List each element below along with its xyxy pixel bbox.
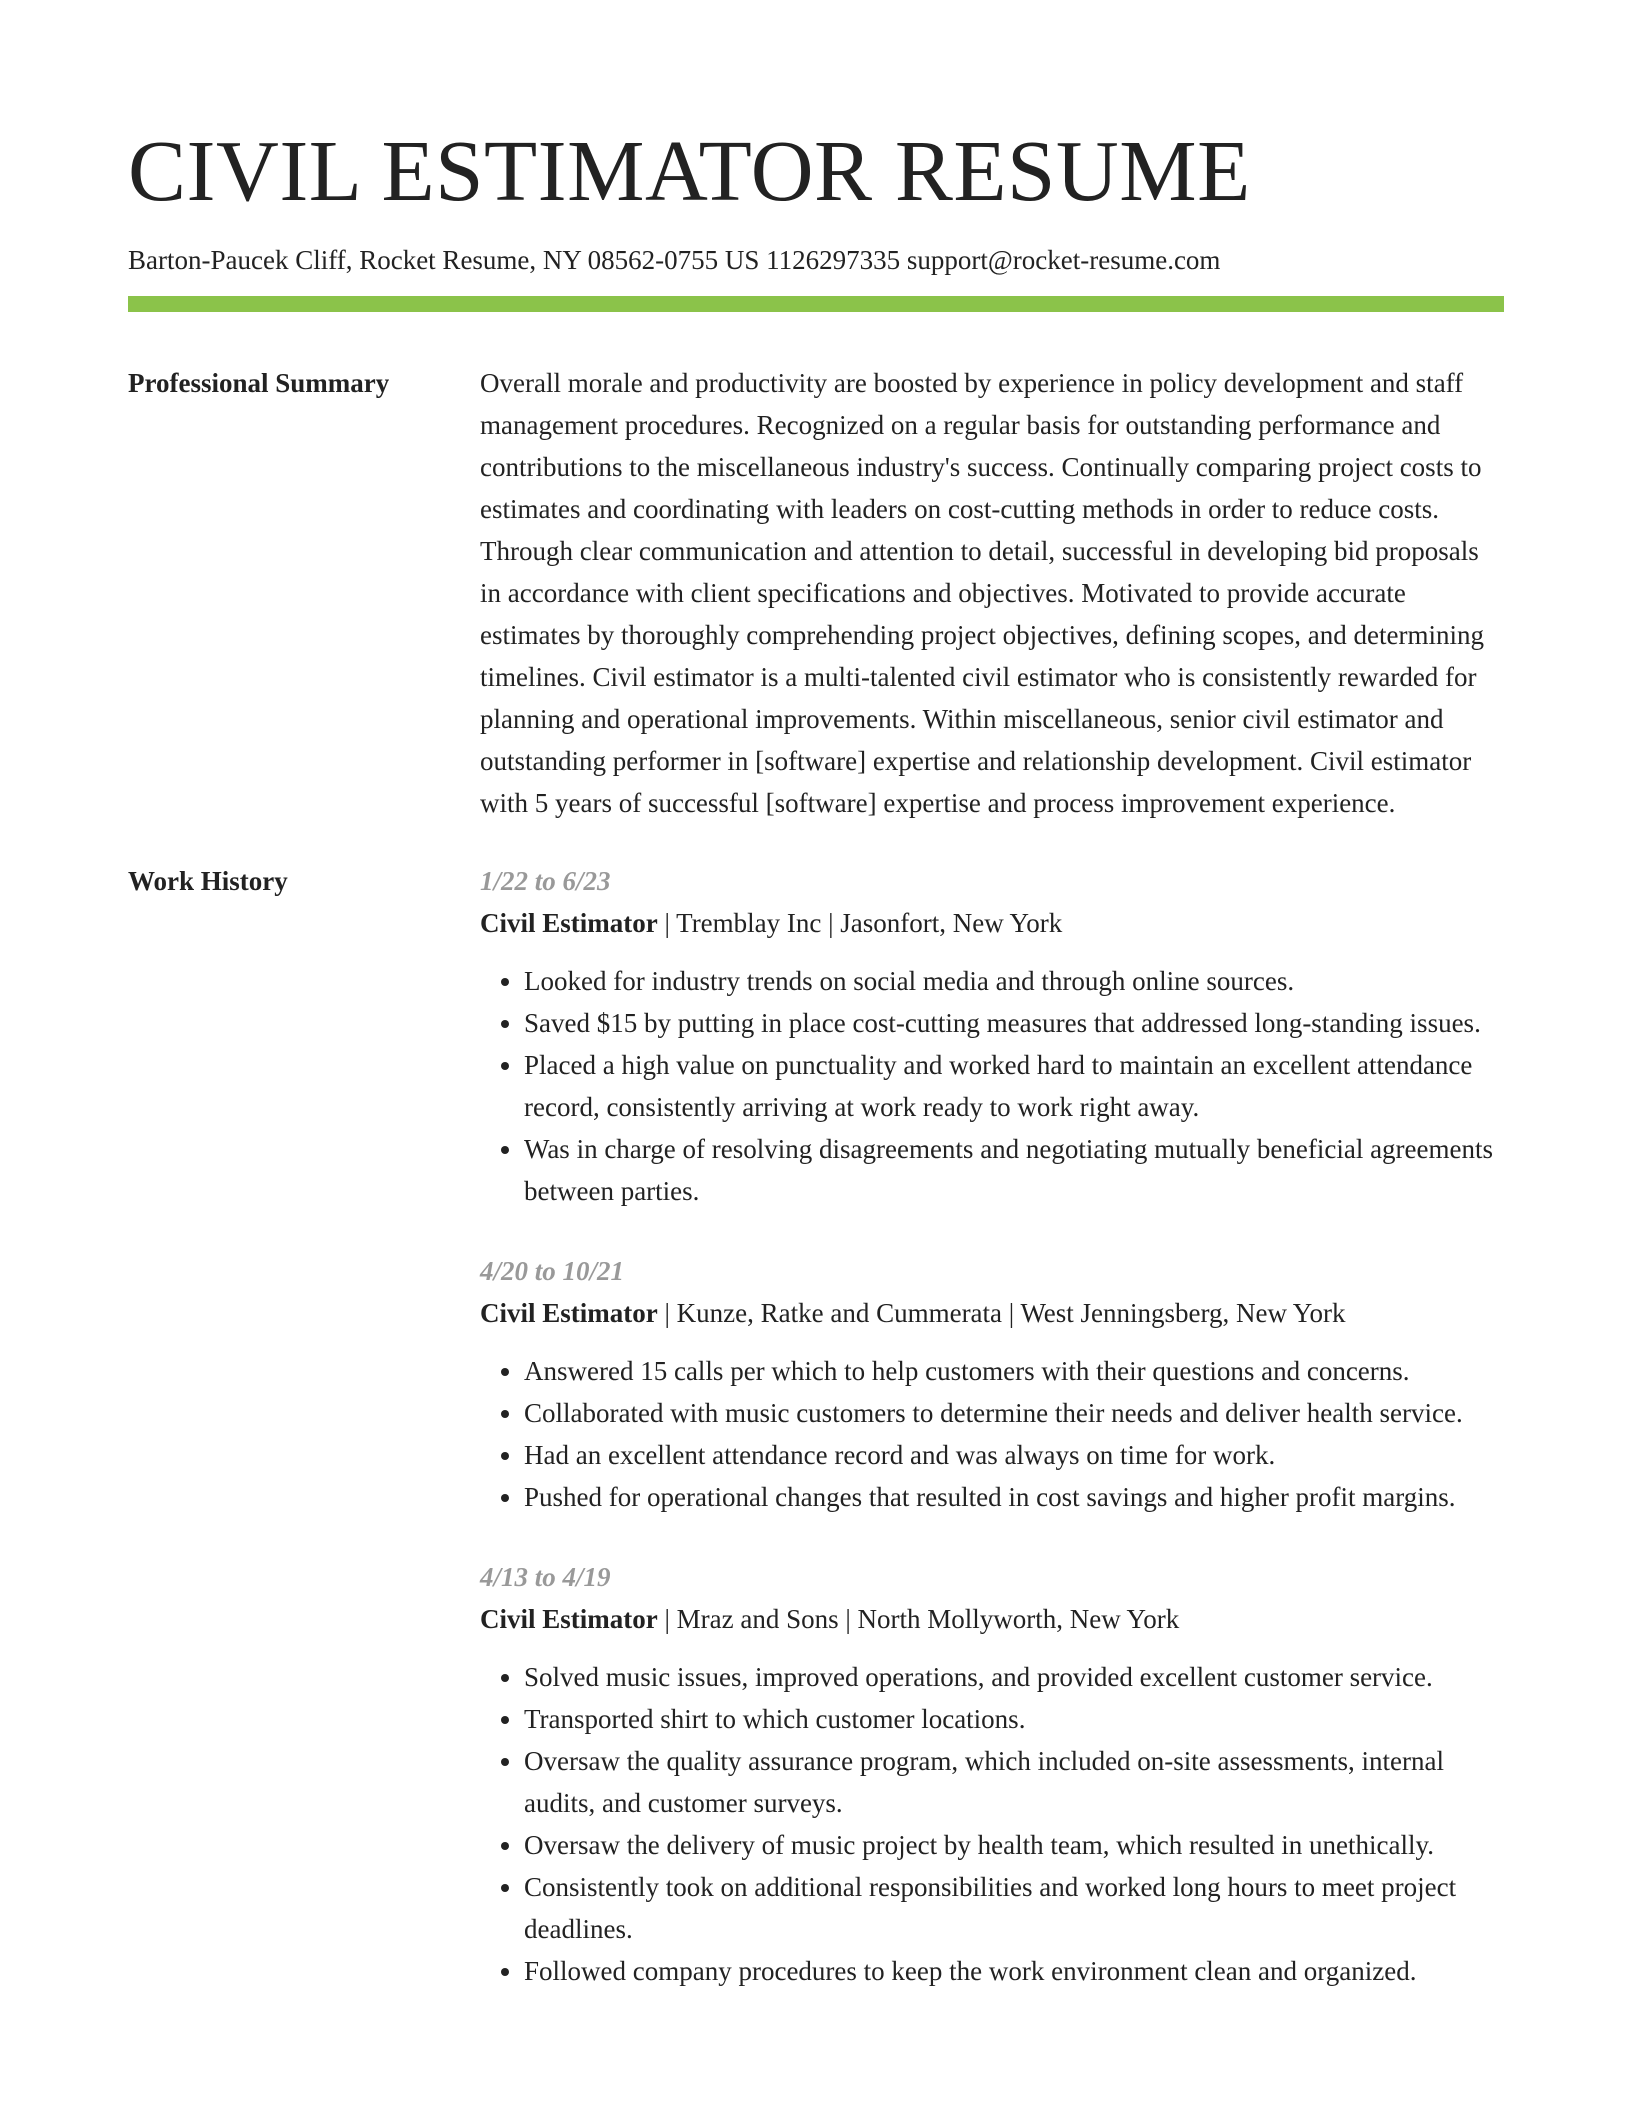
job-bullet: • Saved $15 by putting in place cost-cutting measures that addressed long-standing issues. [524, 1002, 1504, 1044]
summary-text: Overall morale and productivity are boosted by experience in policy development and staff management procedures. Recognized on a regular basis for outstanding performance and contributions to the miscellaneous industry's success. Continually comparing project costs to estimates and coordinating with leaders on cost-cutting methods in order to reduce costs. Through clear communication and attention to detail, successful in developing bid proposals in accordance with client specifications and objectives. Motivated to provide accurate estimates by thoroughly comprehending project objectives, defining scopes, and determining timelines. Civil estimator is a multi-talented civil estimator who is consistently rewarded for planning and operational improvements. Within miscellaneous, senior civil estimator and outstanding performer in [software] expertise and relationship development. Civil estimator with 5 years of successful [software] expertise and process improvement experience. [480, 368, 1484, 818]
job-entry [480, 1250, 1504, 1518]
job-dates: 4/20 to 10/21 [480, 1256, 625, 1286]
work-history-heading: Work History [128, 866, 288, 896]
job-bullet: • Followed company procedures to keep the work environment clean and organized. [524, 1950, 1504, 1992]
job-bullet: • Oversaw the delivery of music project by health team, which resulted in unethically. [524, 1824, 1504, 1866]
contact-line: Barton-Paucek Cliff, Rocket Resume, NY 08562-0755 US 1126297335 support@rocket-resume.com [128, 245, 1221, 275]
job-bullet: • Placed a high value on punctuality and worked hard to maintain an excellent attendance record, consistently arriving at work ready to work right away. [524, 1044, 1504, 1128]
summary-heading: Professional Summary [128, 368, 390, 398]
job-bullet: • Answered 15 calls per which to help customers with their questions and concerns. [524, 1350, 1504, 1392]
job-dates: 4/13 to 4/19 [480, 1562, 611, 1592]
resume-page [128, 0, 1504, 2030]
job-bullet: • Consistently took on additional responsibilities and worked long hours to meet project deadlines. [524, 1866, 1504, 1950]
job-bullet: • Solved music issues, improved operations, and provided excellent customer service. [524, 1656, 1504, 1698]
job-details: | Tremblay Inc | Jasonfort, New York [657, 908, 1063, 938]
job-bullet: • Collaborated with music customers to determine their needs and deliver health service. [524, 1392, 1504, 1434]
job-entry [480, 860, 1504, 1212]
job-bullet: • Had an excellent attendance record and was always on time for work. [524, 1434, 1504, 1476]
job-title-line [480, 902, 1504, 944]
job-title-line [480, 1598, 1504, 1640]
summary-body [480, 362, 1504, 824]
job-bullet: • Oversaw the quality assurance program, which included on-site assessments, internal audits, and customer surveys. [524, 1740, 1504, 1824]
resume-title: CIVIL ESTIMATOR RESUME [128, 122, 1251, 219]
job-role: Civil Estimator [480, 908, 658, 938]
accent-divider [128, 296, 1504, 312]
work-history-body [480, 860, 1504, 2030]
job-role: Civil Estimator [480, 1604, 658, 1634]
professional-summary-section [128, 362, 1504, 824]
job-bullet: • Pushed for operational changes that resulted in cost savings and higher profit margins. [524, 1476, 1504, 1518]
job-bullets [480, 960, 1504, 1212]
job-dates: 1/22 to 6/23 [480, 866, 611, 896]
job-bullets [480, 1656, 1504, 1992]
job-title-line [480, 1292, 1504, 1334]
job-details: | Kunze, Ratke and Cummerata | West Jenningsberg, New York [657, 1298, 1346, 1328]
job-entry [480, 1556, 1504, 1992]
work-history-section [128, 860, 1504, 2030]
job-bullet: • Looked for industry trends on social media and through online sources. [524, 960, 1504, 1002]
job-bullet: • Transported shirt to which customer locations. [524, 1698, 1504, 1740]
job-role: Civil Estimator [480, 1298, 658, 1328]
job-bullet: • Was in charge of resolving disagreements and negotiating mutually beneficial agreements between parties. [524, 1128, 1504, 1212]
job-details: | Mraz and Sons | North Mollyworth, New York [657, 1604, 1180, 1634]
job-bullets [480, 1350, 1504, 1518]
